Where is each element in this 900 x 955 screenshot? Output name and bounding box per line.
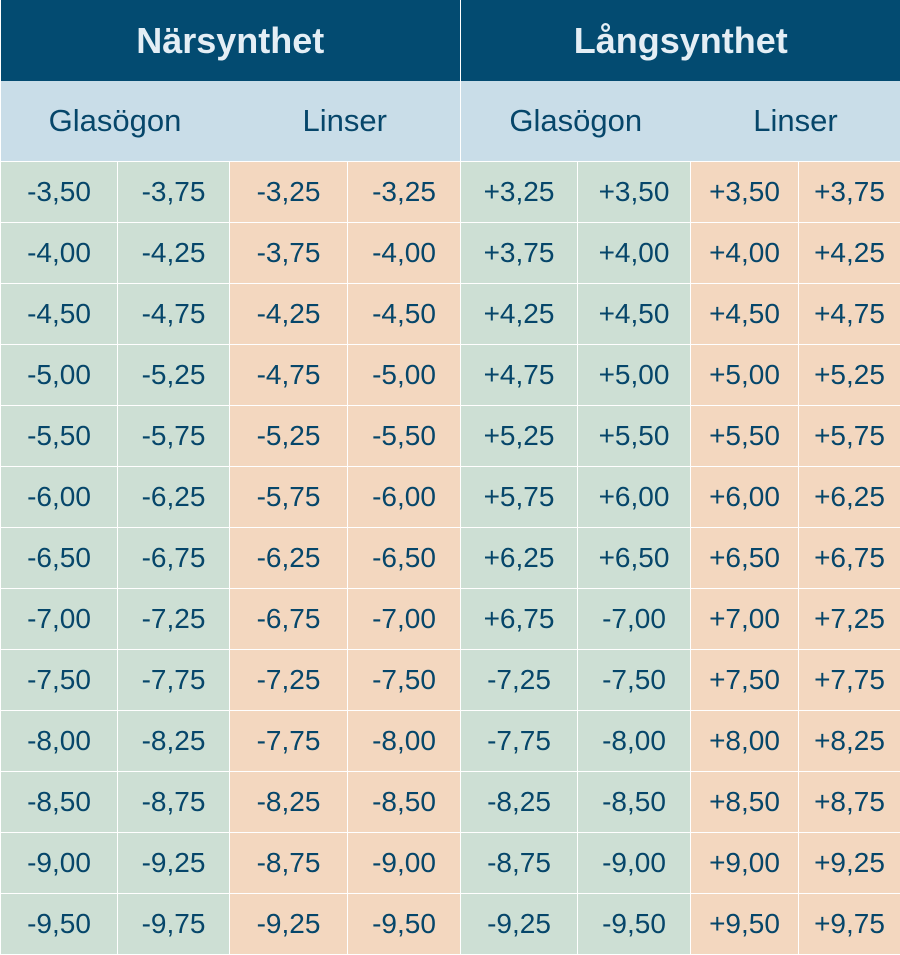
myopia-lenses-cell: -4,25 <box>230 283 348 344</box>
hyperopia-lenses-cell: +3,50 <box>691 161 799 222</box>
hyperopia-lenses-cell: +8,00 <box>691 710 799 771</box>
myopia-lenses-cell: -7,50 <box>348 649 461 710</box>
myopia-lenses-cell: -7,00 <box>348 588 461 649</box>
myopia-lenses-cell: -8,00 <box>348 710 461 771</box>
hyperopia-glasses-cell: +6,50 <box>578 527 691 588</box>
myopia-lenses-cell: -6,00 <box>348 466 461 527</box>
hyperopia-lenses-cell: +5,50 <box>691 405 799 466</box>
hyperopia-lenses-cell: +5,75 <box>799 405 900 466</box>
myopia-lenses-cell: -3,25 <box>230 161 348 222</box>
hyperopia-glasses-cell: -7,25 <box>461 649 578 710</box>
hyperopia-lenses-cell: +6,75 <box>799 527 900 588</box>
myopia-glasses-cell: -4,00 <box>1 222 118 283</box>
hyperopia-lenses-cell: +9,00 <box>691 832 799 893</box>
myopia-glasses-cell: -7,25 <box>118 588 230 649</box>
myopia-lenses-cell: -6,75 <box>230 588 348 649</box>
myopia-lenses-cell: -4,00 <box>348 222 461 283</box>
hyperopia-glasses-cell: +5,00 <box>578 344 691 405</box>
hyperopia-glasses-cell: -8,75 <box>461 832 578 893</box>
table-row <box>1 405 900 466</box>
myopia-glasses-cell: -9,25 <box>118 832 230 893</box>
myopia-glasses-cell: -6,75 <box>118 527 230 588</box>
hyperopia-glasses-cell: -7,00 <box>578 588 691 649</box>
myopia-lenses-cell: -9,50 <box>348 893 461 954</box>
hyperopia-glasses-cell: +6,25 <box>461 527 578 588</box>
myopia-glasses-cell: -3,50 <box>1 161 118 222</box>
myopia-glasses-cell: -6,25 <box>118 466 230 527</box>
myopia-lenses-cell: -8,50 <box>348 771 461 832</box>
table-row <box>1 771 900 832</box>
table-row <box>1 893 900 954</box>
table-row <box>1 344 900 405</box>
hyperopia-lenses-cell: +7,50 <box>691 649 799 710</box>
hyperopia-glasses-cell: +3,75 <box>461 222 578 283</box>
myopia-glasses-cell: -9,50 <box>1 893 118 954</box>
table-row <box>1 588 900 649</box>
hyperopia-lenses-cell: +4,50 <box>691 283 799 344</box>
table-row <box>1 222 900 283</box>
hyperopia-glasses-cell: +4,00 <box>578 222 691 283</box>
hyperopia-glasses-cell: -7,50 <box>578 649 691 710</box>
hyperopia-lenses-cell: +6,00 <box>691 466 799 527</box>
hyperopia-glasses-cell: -8,00 <box>578 710 691 771</box>
myopia-glasses-cell: -8,00 <box>1 710 118 771</box>
hyperopia-lenses-cell: +8,75 <box>799 771 900 832</box>
hyperopia-glasses-cell: -8,50 <box>578 771 691 832</box>
myopia-lenses-cell: -5,75 <box>230 466 348 527</box>
hyperopia-lenses-cell: +6,50 <box>691 527 799 588</box>
table-row <box>1 161 900 222</box>
subheader-row <box>1 81 900 161</box>
table-row <box>1 832 900 893</box>
myopia-lenses-cell: -9,00 <box>348 832 461 893</box>
hyperopia-lenses-cell: +9,50 <box>691 893 799 954</box>
myopia-glasses-cell: -8,25 <box>118 710 230 771</box>
myopia-glasses-cell: -4,25 <box>118 222 230 283</box>
myopia-glasses-cell: -5,00 <box>1 344 118 405</box>
myopia-lenses-cell: -6,50 <box>348 527 461 588</box>
myopia-heading: Närsynthet <box>1 0 461 81</box>
myopia-glasses-cell: -5,50 <box>1 405 118 466</box>
header-row <box>1 0 900 81</box>
hyperopia-lenses-cell: +3,75 <box>799 161 900 222</box>
table-row <box>1 527 900 588</box>
hyperopia-glasses-cell: -9,50 <box>578 893 691 954</box>
hyperopia-lenses-cell: +6,25 <box>799 466 900 527</box>
myopia-lenses-cell: -7,25 <box>230 649 348 710</box>
myopia-lenses-cell: -9,25 <box>230 893 348 954</box>
hyperopia-glasses-cell: -7,75 <box>461 710 578 771</box>
myopia-glasses-cell: -4,50 <box>1 283 118 344</box>
table-row <box>1 283 900 344</box>
hyperopia-lenses-cell: +7,75 <box>799 649 900 710</box>
myopia-lenses-cell: -4,75 <box>230 344 348 405</box>
table-row <box>1 649 900 710</box>
hyperopia-glasses-cell: +3,50 <box>578 161 691 222</box>
hyperopia-glasses-cell: +4,75 <box>461 344 578 405</box>
myopia-glasses-cell: -8,75 <box>118 771 230 832</box>
hyperopia-lenses-cell: +4,25 <box>799 222 900 283</box>
myopia-lenses-cell: -4,50 <box>348 283 461 344</box>
hyperopia-heading: Långsynthet <box>461 0 900 81</box>
myopia-glasses-cell: -5,25 <box>118 344 230 405</box>
hyperopia-glasses-cell: +4,50 <box>578 283 691 344</box>
hyperopia-lenses-cell: +5,25 <box>799 344 900 405</box>
hyperopia-lenses-heading: Linser <box>691 81 900 161</box>
hyperopia-glasses-cell: +6,00 <box>578 466 691 527</box>
table-row <box>1 466 900 527</box>
myopia-glasses-cell: -3,75 <box>118 161 230 222</box>
hyperopia-glasses-cell: +5,75 <box>461 466 578 527</box>
myopia-glasses-heading: Glasögon <box>1 81 230 161</box>
hyperopia-glasses-cell: -9,25 <box>461 893 578 954</box>
hyperopia-glasses-cell: +5,25 <box>461 405 578 466</box>
myopia-lenses-cell: -7,75 <box>230 710 348 771</box>
myopia-glasses-cell: -7,75 <box>118 649 230 710</box>
hyperopia-glasses-cell: -8,25 <box>461 771 578 832</box>
hyperopia-glasses-cell: +5,50 <box>578 405 691 466</box>
hyperopia-lenses-cell: +7,00 <box>691 588 799 649</box>
hyperopia-lenses-cell: +5,00 <box>691 344 799 405</box>
myopia-lenses-cell: -3,25 <box>348 161 461 222</box>
myopia-glasses-cell: -9,75 <box>118 893 230 954</box>
myopia-lenses-cell: -8,25 <box>230 771 348 832</box>
myopia-glasses-cell: -6,50 <box>1 527 118 588</box>
hyperopia-lenses-cell: +8,50 <box>691 771 799 832</box>
myopia-lenses-cell: -3,75 <box>230 222 348 283</box>
hyperopia-lenses-cell: +9,25 <box>799 832 900 893</box>
myopia-lenses-cell: -8,75 <box>230 832 348 893</box>
hyperopia-lenses-cell: +4,00 <box>691 222 799 283</box>
myopia-glasses-cell: -9,00 <box>1 832 118 893</box>
hyperopia-lenses-cell: +9,75 <box>799 893 900 954</box>
hyperopia-glasses-cell: -9,00 <box>578 832 691 893</box>
hyperopia-lenses-cell: +8,25 <box>799 710 900 771</box>
myopia-lenses-cell: -5,00 <box>348 344 461 405</box>
table-body <box>1 161 900 954</box>
table-row <box>1 710 900 771</box>
myopia-lenses-heading: Linser <box>230 81 461 161</box>
hyperopia-lenses-cell: +4,75 <box>799 283 900 344</box>
myopia-glasses-cell: -7,50 <box>1 649 118 710</box>
myopia-glasses-cell: -5,75 <box>118 405 230 466</box>
hyperopia-glasses-cell: +4,25 <box>461 283 578 344</box>
myopia-glasses-cell: -4,75 <box>118 283 230 344</box>
hyperopia-glasses-heading: Glasögon <box>461 81 691 161</box>
myopia-glasses-cell: -8,50 <box>1 771 118 832</box>
myopia-lenses-cell: -5,50 <box>348 405 461 466</box>
hyperopia-glasses-cell: +3,25 <box>461 161 578 222</box>
myopia-glasses-cell: -7,00 <box>1 588 118 649</box>
myopia-lenses-cell: -5,25 <box>230 405 348 466</box>
hyperopia-lenses-cell: +7,25 <box>799 588 900 649</box>
myopia-glasses-cell: -6,00 <box>1 466 118 527</box>
hyperopia-glasses-cell: +6,75 <box>461 588 578 649</box>
myopia-lenses-cell: -6,25 <box>230 527 348 588</box>
